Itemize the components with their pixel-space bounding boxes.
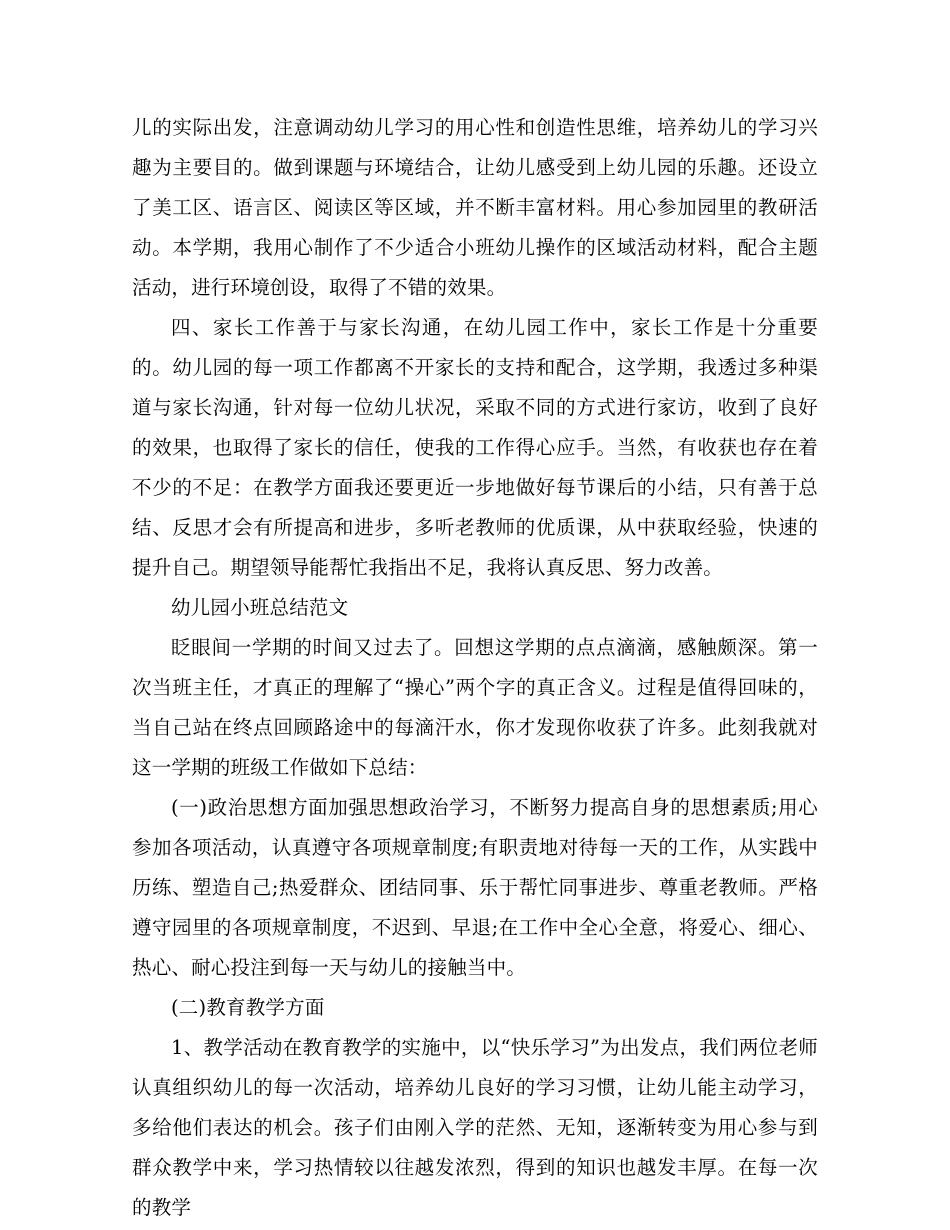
paragraph-5: (一)政治思想方面加强思想政治学习，不断努力提高自身的思想素质;用心参加各项活动，认真遵守各项规章制度;有职责地对待每一天的工作，从实践中历练、塑造自己;热爱群众、团结同事、乐于帮忙同事进步、尊重老教师。严格遵守园里的各项规章制度，不迟到、早退;在工作中全心全意，将爱心、细心、热心、耐心投注到每一天与幼儿的接触当中。 (132, 796, 818, 979)
paragraph-3-heading: 幼儿园小班总结范文 (171, 596, 349, 619)
document-body (132, 108, 818, 1228)
paragraph-4: 眨眼间一学期的时间又过去了。回想这学期的点点滴滴，感触颇深。第一次当班主任，才真正的理解了“操心”两个字的真正含义。过程是值得回味的，当自己站在终点回顾路途中的每滴汗水，你才发现你收获了许多。此刻我就对这一学期的班级工作做如下总结： (132, 636, 818, 779)
paragraph-6-subheading: (二)教育教学方面 (171, 996, 325, 1019)
paragraph-2: 四、家长工作善于与家长沟通，在幼儿园工作中，家长工作是十分重要的。幼儿园的每一项工作都离不开家长的支持和配合，这学期，我透过多种渠道与家长沟通，针对每一位幼儿状况，采取不同的方式进行家访，收到了良好的效果，也取得了家长的信任，使我的工作得心应手。当然，有收获也存在着不少的不足：在教学方面我还要更近一步地做好每节课后的小结，只有善于总结、反思才会有所提高和进步，多听老教师的优质课，从中获取经验，快速的提升自己。期望领导能帮忙我指出不足，我将认真反思、努力改善。 (132, 316, 818, 579)
paragraph-1: 儿的实际出发，注意调动幼儿学习的用心性和创造性思维，培养幼儿的学习兴趣为主要目的。做到课题与环境结合，让幼儿感受到上幼儿园的乐趣。还设立了美工区、语言区、阅读区等区域，并不断丰富材料。用心参加园里的教研活动。本学期，我用心制作了不少适合小班幼儿操作的区域活动材料，配合主题活动，进行环境创设，取得了不错的效果。 (132, 116, 818, 299)
paragraph-7: 1、教学活动在教育教学的实施中，以“快乐学习”为出发点，我们两位老师认真组织幼儿的每一次活动，培养幼儿良好的学习习惯，让幼儿能主动学习，多给他们表达的机会。孩子们由刚入学的茫然、无知，逐渐转变为用心参与到群众教学中来，学习热情较以往越发浓烈，得到的知识也越发丰厚。在每一次的教学 (132, 1036, 818, 1219)
